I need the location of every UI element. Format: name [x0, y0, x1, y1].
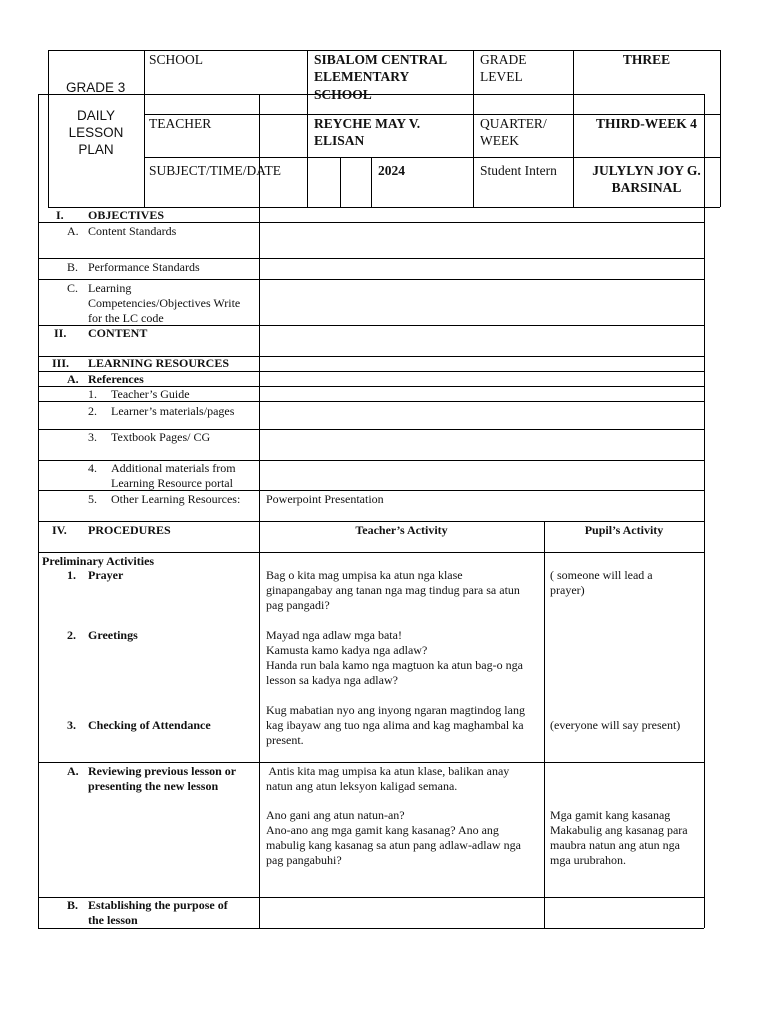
references-heading: References: [88, 372, 144, 386]
teacher-value-line-2: ELISAN: [314, 133, 365, 148]
school-value-line-1: SIBALOM CENTRAL: [314, 52, 448, 67]
greetings-teacher-line-2: Kamusta kamo kadya nga adlaw?: [266, 643, 428, 657]
teacher-activity-header: Teacher’s Activity: [355, 523, 448, 537]
ref-item-num: 3.: [88, 430, 97, 444]
grade-level-label-line-1: GRADE: [480, 52, 527, 67]
review-teacher-line-6: mabulig kang kasanag sa atun pang adlaw-adlaw nga: [266, 838, 521, 852]
year-value: 2024: [378, 163, 405, 178]
prayer-pupil-line-2: prayer): [550, 583, 585, 597]
attendance-teacher-line-1: Kug mabatian nyo ang inyong ngaran magtindog lang: [266, 703, 525, 717]
procedures-heading: PROCEDURES: [88, 523, 171, 537]
competencies-label-line-1: Learning: [88, 281, 132, 295]
prayer-teacher-line-2: ginapangabay ang tanan nga mag tindug para sa atun: [266, 583, 520, 597]
content-heading: CONTENT: [88, 326, 148, 340]
grade-label: GRADE 3: [66, 80, 126, 95]
intern-label: Student Intern: [480, 163, 557, 178]
greetings-teacher-line-4: lesson sa kadya nga adlaw?: [266, 673, 398, 687]
review-teacher-line-7: pag pangabuhi?: [266, 853, 342, 867]
school-value-line-3: SCHOOL: [314, 87, 372, 102]
competencies-label-line-2: Competencies/Objectives Write: [88, 296, 241, 310]
prayer-teacher-line-1: Bag o kita mag umpisa ka atun nga klase: [266, 568, 463, 582]
intern-value-line-1: JULYLYN JOY G.: [592, 163, 701, 178]
prayer-num: 1.: [67, 568, 76, 582]
performance-standards-num: B.: [67, 260, 79, 274]
competencies-num: C.: [67, 281, 79, 295]
intern-value-line-2: BARSINAL: [611, 180, 682, 195]
review-pupil-line-2: Makabulig ang kasanag para: [550, 823, 688, 837]
objectives-num: I.: [56, 208, 64, 222]
content-standards-num: A.: [67, 224, 79, 238]
quarter-value: THIRD-WEEK 4: [596, 116, 697, 131]
purpose-label-line-2: the lesson: [88, 913, 138, 927]
grade-level-label-line-2: LEVEL: [480, 69, 523, 84]
competencies-label-line-3: for the LC code: [88, 311, 164, 325]
school-label: SCHOOL: [149, 52, 204, 67]
purpose-label-line-1: Establishing the purpose of: [88, 898, 228, 912]
review-pupil-line-3: maubra natun ang atun nga: [550, 838, 680, 852]
content-num: II.: [54, 326, 67, 340]
greetings-teacher-line-1: Mayad nga adlaw mga bata!: [266, 628, 402, 642]
greetings-label: Greetings: [88, 628, 138, 642]
prayer-teacher-line-3: pag pangadi?: [266, 598, 330, 612]
quarter-label-line-2: WEEK: [480, 133, 519, 148]
review-teacher-line-5: Ano-ano ang mga gamit kang kasanag? Ano ang: [266, 823, 499, 837]
ref-item-num: 4.: [88, 461, 97, 475]
greetings-num: 2.: [67, 628, 76, 642]
school-value-line-2: ELEMENTARY: [314, 69, 410, 84]
resources-num: III.: [52, 356, 70, 370]
review-teacher-line-2: natun ang atun leksyon kaligad semana.: [266, 779, 458, 793]
ref-item-textbook-pages: Textbook Pages/ CG: [111, 430, 211, 444]
performance-standards-label: Performance Standards: [88, 260, 200, 274]
prayer-label: Prayer: [88, 568, 124, 582]
review-pupil-line-1: Mga gamit kang kasanag: [550, 808, 671, 822]
ref-item-other-resources: Other Learning Resources:: [111, 492, 241, 506]
plan-title-line-3: PLAN: [78, 142, 114, 157]
ref-item-num: 2.: [88, 404, 97, 418]
plan-title-line-2: LESSON: [68, 125, 124, 140]
review-num: A.: [67, 764, 79, 778]
attendance-teacher-line-2: kag ibayaw ang tuo nga alima and kag maghambal ka: [266, 718, 524, 732]
teacher-label: TEACHER: [149, 116, 212, 131]
other-resources-value: Powerpoint Presentation: [266, 492, 384, 506]
ref-item-learners-materials: Learner’s materials/pages: [111, 404, 235, 418]
teacher-value-line-1: REYCHE MAY V.: [314, 116, 421, 131]
ref-item-teachers-guide: Teacher’s Guide: [111, 387, 190, 401]
preliminary-heading: Preliminary Activities: [42, 554, 155, 568]
attendance-teacher-line-3: present.: [266, 733, 304, 747]
greetings-teacher-line-3: Handa run bala kamo nga magtuon ka atun bag-o nga: [266, 658, 523, 672]
procedures-num: IV.: [52, 523, 67, 537]
ref-item-additional-materials-line-1: Additional materials from: [111, 461, 236, 475]
prayer-pupil-line-1: ( someone will lead a: [550, 568, 653, 582]
attendance-label: Checking of Attendance: [88, 718, 211, 732]
ref-item-additional-materials-line-2: Learning Resource portal: [111, 476, 233, 490]
review-label-line-2: presenting the new lesson: [88, 779, 219, 793]
content-standards-label: Content Standards: [88, 224, 177, 238]
references-num: A.: [67, 372, 79, 386]
objectives-heading: OBJECTIVES: [88, 208, 165, 222]
grade-level-value: THREE: [622, 52, 671, 67]
review-teacher-line-1: Antis kita mag umpisa ka atun klase, balikan anay: [266, 764, 510, 778]
ref-item-num: 1.: [88, 387, 97, 401]
review-pupil-line-4: mga urubrahon.: [550, 853, 626, 867]
purpose-num: B.: [67, 898, 79, 912]
attendance-num: 3.: [67, 718, 76, 732]
resources-heading: LEARNING RESOURCES: [88, 356, 230, 370]
review-teacher-line-4: Ano gani ang atun natun-an?: [266, 808, 405, 822]
review-label-line-1: Reviewing previous lesson or: [88, 764, 237, 778]
plan-title-line-1: DAILY: [76, 108, 115, 123]
subject-label: SUBJECT/TIME/DATE: [149, 163, 282, 178]
attendance-pupil: (everyone will say present): [550, 718, 681, 732]
ref-item-num: 5.: [88, 492, 97, 506]
pupil-activity-header: Pupil’s Activity: [584, 523, 664, 537]
quarter-label-line-1: QUARTER/: [480, 116, 547, 131]
